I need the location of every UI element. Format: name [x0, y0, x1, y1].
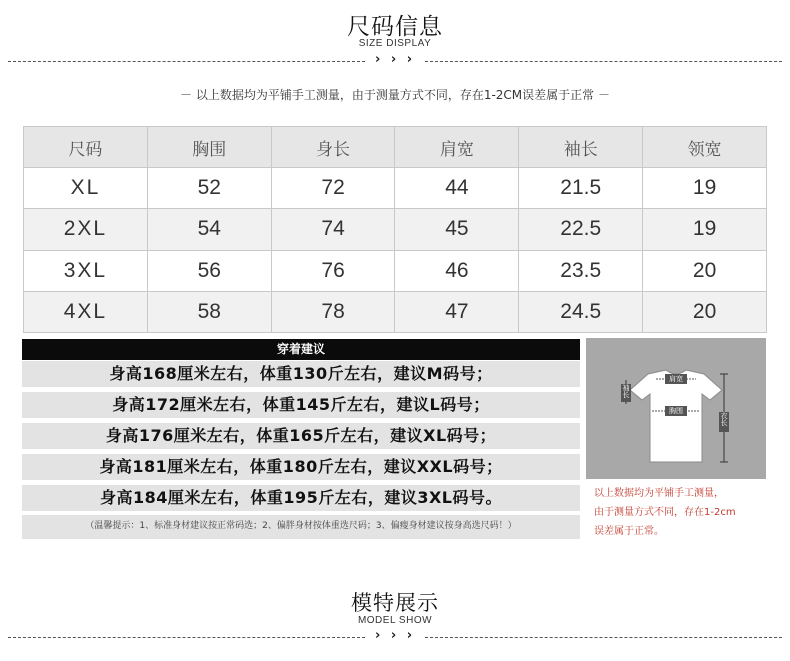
recommend-item: 身高181厘米左右，体重180斤左右，建议XXL码号； [22, 454, 580, 482]
table-cell: 3XL [24, 250, 148, 291]
measurement-note: － 以上数据均为平铺手工测量，由于测量方式不同，存在1-2CM误差属于正常 － [180, 88, 610, 102]
table-cell: 45 [395, 209, 519, 250]
table-cell: 20 [643, 291, 767, 332]
table-cell: 2XL [24, 209, 148, 250]
sleeve-label: 袖长 [622, 384, 630, 398]
column-header: 身长 [271, 127, 395, 168]
table-row [24, 209, 767, 250]
table-cell: 22.5 [519, 209, 643, 250]
column-header: 袖长 [519, 127, 643, 168]
table-cell: 24.5 [519, 291, 643, 332]
diagram-note-line: 以上数据均为平铺手工测量， [594, 488, 724, 499]
column-header: 领宽 [643, 127, 767, 168]
table-row [24, 168, 767, 209]
table-cell: 4XL [24, 291, 148, 332]
recommend-item: 身高168厘米左右，体重130斤左右，建议M码号； [22, 361, 580, 389]
chevron-arrows-icon: › › › [374, 52, 416, 67]
table-cell: 74 [271, 209, 395, 250]
table-cell: 19 [643, 209, 767, 250]
column-header: 尺码 [24, 127, 148, 168]
table-cell: 72 [271, 168, 395, 209]
table-cell: 46 [395, 250, 519, 291]
table-cell: 19 [643, 168, 767, 209]
table-cell: XL [24, 168, 148, 209]
table-row [24, 291, 767, 332]
column-header: 胸围 [147, 127, 271, 168]
table-cell: 58 [147, 291, 271, 332]
recommend-item: 身高172厘米左右，体重145斤左右，建议L码号； [22, 392, 580, 420]
section-title: 模特展示 [351, 591, 439, 615]
chevron-arrows-icon: › › › [374, 628, 416, 643]
table-cell: 21.5 [519, 168, 643, 209]
diagram-note-line: 由于测量方式不同，存在1-2cm [594, 507, 736, 518]
recommend-item: 身高184厘米左右，体重195斤左右，建议3XL码号。 [22, 485, 580, 513]
size-table [23, 126, 767, 333]
table-cell: 44 [395, 168, 519, 209]
shoulder-label: 肩宽 [669, 375, 683, 383]
table-cell: 54 [147, 209, 271, 250]
recommend-title: 穿着建议 [22, 339, 580, 360]
recommend-tip: （温馨提示：1、标准身材建议按正常码选；2、偏胖身材按体重选尺码；3、偏瘦身材建议按身高选尺码！） [22, 515, 580, 539]
section-subtitle: MODEL SHOW [357, 615, 433, 626]
column-header: 肩宽 [395, 127, 519, 168]
table-cell: 56 [147, 250, 271, 291]
table-header-row [24, 127, 767, 168]
table-cell: 52 [147, 168, 271, 209]
length-label: 衣长 [720, 412, 728, 426]
table-cell: 47 [395, 291, 519, 332]
recommend-item: 身高176厘米左右，体重165斤左右，建议XL码号； [22, 423, 580, 451]
chest-label: 胸围 [669, 407, 683, 415]
table-row [24, 250, 767, 291]
table-cell: 78 [271, 291, 395, 332]
section-title: 尺码信息 [347, 14, 443, 40]
diagram-note-line: 误差属于正常。 [594, 526, 664, 537]
table-cell: 76 [271, 250, 395, 291]
section-subtitle: SIZE DISPLAY [358, 38, 432, 49]
table-cell: 23.5 [519, 250, 643, 291]
table-cell: 20 [643, 250, 767, 291]
shirt-diagram [586, 338, 766, 479]
